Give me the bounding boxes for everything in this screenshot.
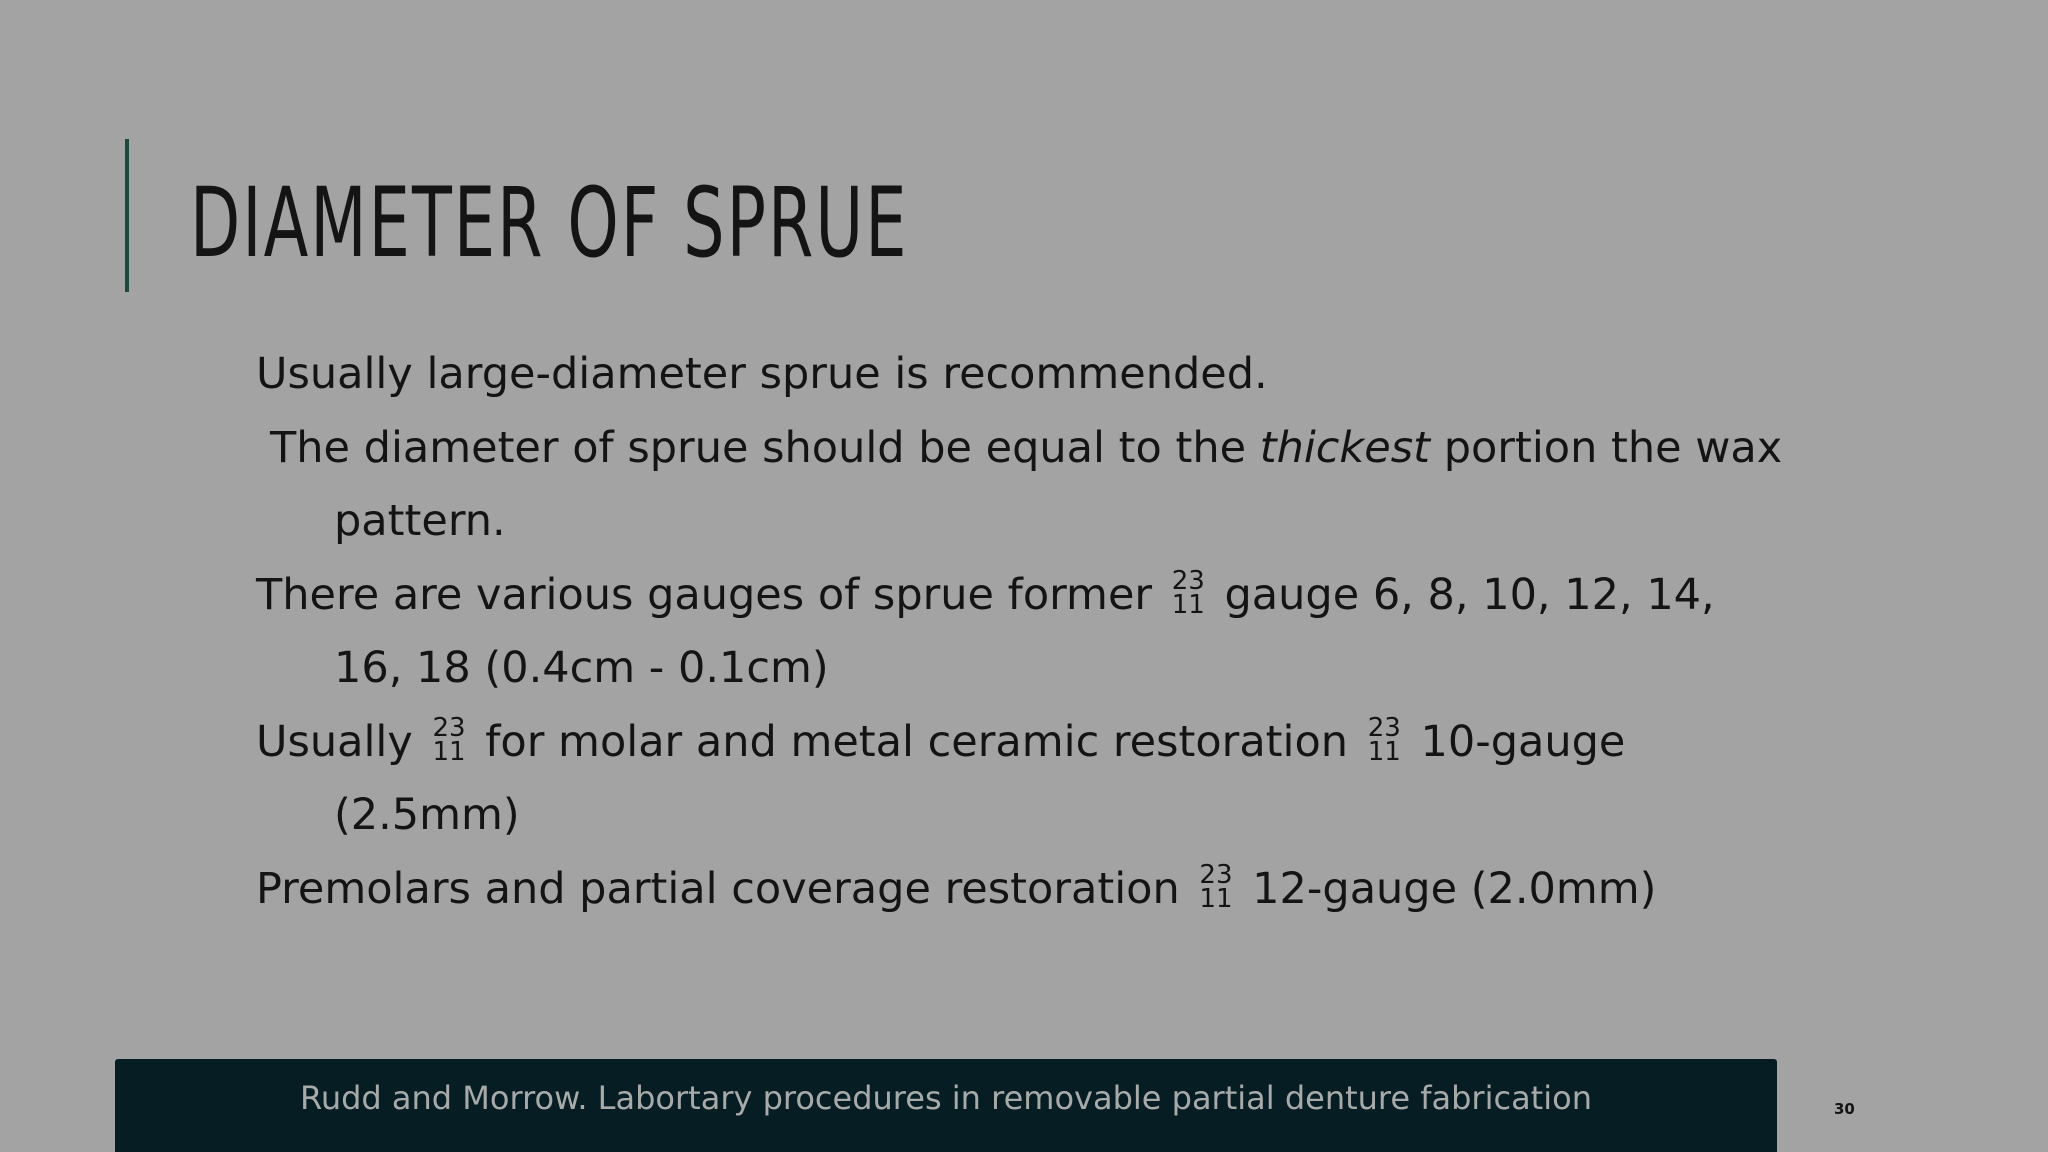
footer-bar xyxy=(115,1059,1777,1152)
body-line-5 xyxy=(256,632,1816,706)
symbol-top: 23 xyxy=(1199,860,1233,890)
body-text: portion the wax xyxy=(1430,422,1783,473)
body-line-4 xyxy=(256,559,1816,633)
body-text: Usually xyxy=(256,716,427,767)
body-text: gauge 6, 8, 10, 12, 14, xyxy=(1210,569,1715,620)
body-text: There are various gauges of sprue former xyxy=(256,569,1166,620)
stacked-symbol-icon xyxy=(1171,566,1205,620)
body-text: (2.5mm) xyxy=(334,790,520,840)
title-accent-rule xyxy=(125,139,129,292)
stacked-symbol-icon xyxy=(1199,860,1233,914)
body-text: pattern. xyxy=(334,496,506,546)
emphasis-text: thickest xyxy=(1259,422,1431,473)
body-text: 16, 18 (0.4cm - 0.1cm) xyxy=(334,643,829,693)
symbol-top: 23 xyxy=(432,713,466,743)
symbol-bottom: 11 xyxy=(432,737,466,767)
page-number: 30 xyxy=(1834,1100,1855,1118)
body-line-1 xyxy=(256,338,1816,412)
body-text: 12-gauge (2.0mm) xyxy=(1238,863,1657,914)
footer-citation: Rudd and Morrow. Labortary procedures in removable partial denture fabrication xyxy=(300,1078,1592,1117)
body-text: Usually large-diameter sprue is recommended. xyxy=(256,349,1268,399)
symbol-top: 23 xyxy=(1171,566,1205,596)
body-line-8 xyxy=(256,853,1816,927)
body-text: The diameter of sprue should be equal to the xyxy=(270,422,1260,473)
body-line-7 xyxy=(256,779,1816,853)
body-line-2 xyxy=(256,412,1816,486)
symbol-top: 23 xyxy=(1367,713,1401,743)
body-line-3 xyxy=(256,485,1816,559)
symbol-bottom: 11 xyxy=(1199,884,1233,914)
body-text: Premolars and partial coverage restoration xyxy=(256,863,1194,914)
symbol-bottom: 11 xyxy=(1367,737,1401,767)
stacked-symbol-icon xyxy=(432,713,466,767)
slide-title: DIAMETER OF SPRUE xyxy=(190,167,909,279)
body-line-6 xyxy=(256,706,1816,780)
body-text: for molar and metal ceramic restoration xyxy=(471,716,1362,767)
slide-body xyxy=(256,338,1816,926)
symbol-bottom: 11 xyxy=(1171,590,1205,620)
body-text: 10-gauge xyxy=(1406,716,1626,767)
stacked-symbol-icon xyxy=(1367,713,1401,767)
